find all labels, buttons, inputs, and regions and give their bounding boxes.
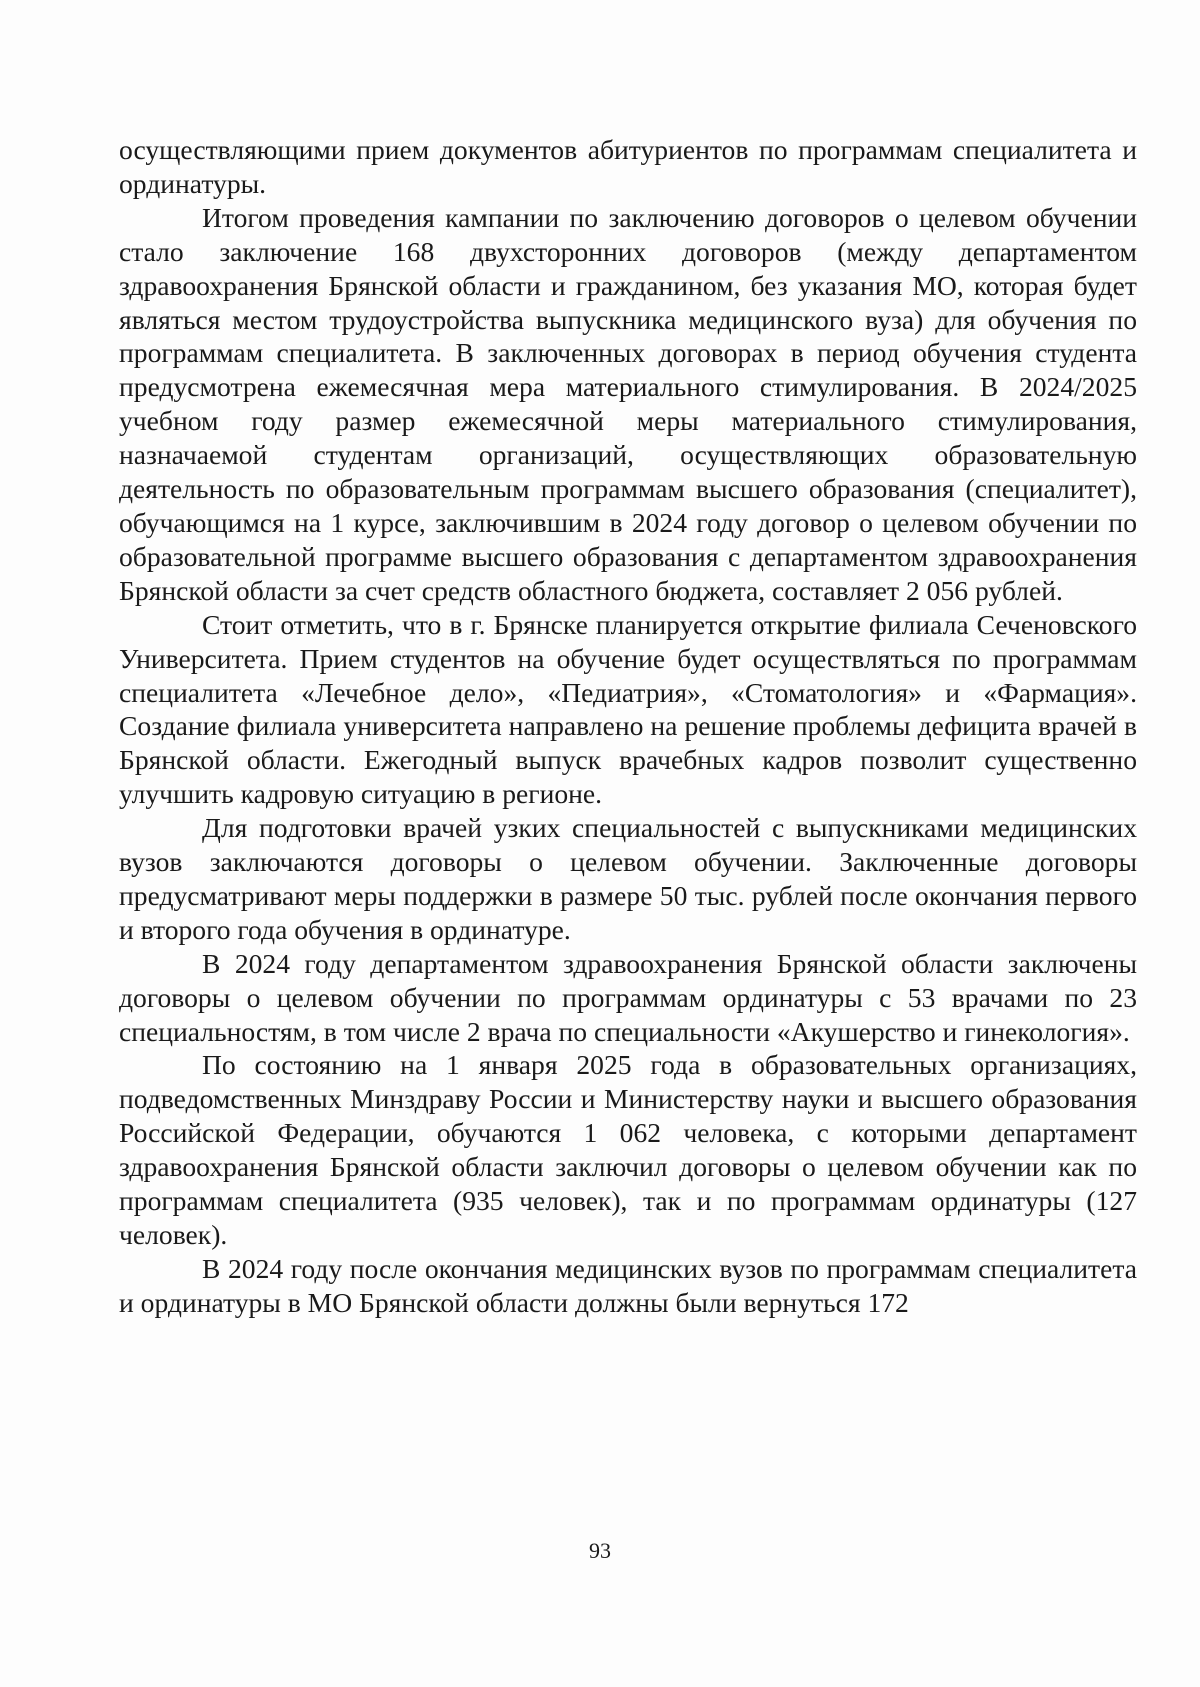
paragraph-residency-2024: В 2024 году департаментом здравоохранения Брянской области заключены договоры о целевом обучении по программам ординатуры с 53 врачами по 23 специальностям, в том числе 2 врача по специальности «Акушерство и гинекология». bbox=[119, 947, 1137, 1047]
page-number: 93 bbox=[589, 1538, 611, 1563]
paragraph-students-count: По состоянию на 1 января 2025 года в образовательных организациях, подведомственных Минздраву России и Министерству науки и высшего образования Российской Федерации, обучаются 1 062 человека, с которыми департамент здравоохранения Брянской области заключил договоры о целевом обучении как по программам специалитета (935 человек), так и по программам ординатуры (127 человек). bbox=[119, 1049, 1137, 1250]
body-text bbox=[119, 133, 1137, 1320]
paragraph-continuation: осуществляющими прием документов абитуриентов по программам специалитета и ординатуры. bbox=[119, 134, 1137, 199]
paragraph-specialists-support: Для подготовки врачей узких специальностей с выпускниками медицинских вузов заключаются договоры о целевом обучении. Заключенные договоры предусматривают меры поддержки в размере 50 тыс. рублей после окончания первого и второго года обучения в ординатуре. bbox=[119, 812, 1137, 945]
paragraph-graduates-return: В 2024 году после окончания медицинских вузов по программам специалитета и ординатуры в МО Брянской области должны были вернуться 172 bbox=[119, 1252, 1137, 1318]
paragraph-target-contracts: Итогом проведения кампании по заключению договоров о целевом обучении стало заключение 168 двухсторонних договоров (между департаментом здравоохранения Брянской области и гражданином, без указания МО, которая будет являться местом трудоустройства выпускника медицинского вуза) для обучения по программам специалитета. В заключенных договорах в период обучения студента предусмотрена ежемесячная мера материального стимулирования. В 2024/2025 учебном году размер ежемесячной меры материального стимулирования, назначаемой студентам организаций, осуществляющих образовательную деятельность по образовательным программам высшего образования (специалитет), обучающимся на 1 курсе, заключившим в 2024 году договор о целевом обучении по образовательной программе высшего образования с департаментом здравоохранения Брянской области за счет средств областного бюджета, составляет 2 056 рублей. bbox=[119, 201, 1137, 606]
paragraph-sechenov-branch: Стоит отметить, что в г. Брянске планируется открытие филиала Сеченовского Университета. Прием студентов на обучение будет осуществляться по программам специалитета «Лечебное дело», «Педиатрия», «Стоматология» и «Фармация». Создание филиала университета направлено на решение проблемы дефицита врачей в Брянской области. Ежегодный выпуск врачебных кадров позволит существенно улучшить кадровую ситуацию в регионе. bbox=[119, 608, 1137, 810]
